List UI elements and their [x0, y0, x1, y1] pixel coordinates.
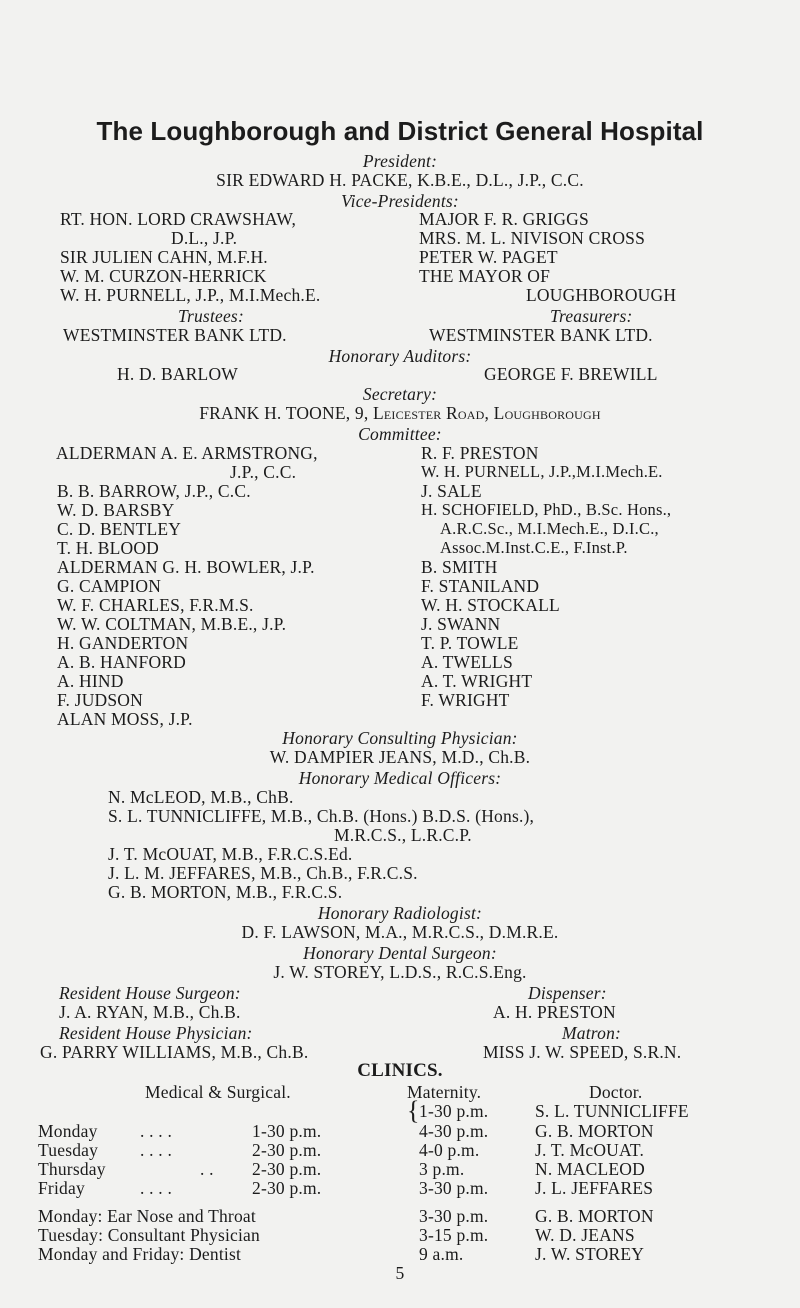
committee-left-5: C. D. BENTLEY [57, 519, 182, 539]
clinic-row-day: Tuesday [38, 1140, 99, 1160]
clinic-row-doctor: J. T. McOUAT. [535, 1140, 645, 1160]
special-clinic-label: Tuesday: Consultant Physician [38, 1225, 260, 1245]
committee-right-8: F. STANILAND [421, 576, 540, 596]
special-clinic-label: Monday: Ear Nose and Throat [38, 1206, 256, 1226]
committee-left-11: H. GANDERTON [57, 633, 189, 653]
clinics-heading: CLINICS. [357, 1060, 443, 1081]
special-clinic-doctor: G. B. MORTON [535, 1206, 654, 1226]
secretary-name: FRANK H. TOONE, 9, Leicester Road, Loughborough [199, 403, 601, 423]
house-surgeon-label: Resident House Surgeon: [59, 983, 241, 1003]
committee-left-14: F. JUDSON [57, 690, 143, 710]
monday-maternity-extra: 1-30 p.m. [419, 1101, 489, 1121]
vp-right-1: MAJOR F. R. GRIGGS [419, 209, 589, 229]
committee-label: Committee: [358, 424, 442, 444]
clinic-row-maternity: 3 p.m. [419, 1159, 465, 1179]
president-name: SIR EDWARD H. PACKE, K.B.E., D.L., J.P., C.C. [216, 170, 584, 190]
committee-left-7: ALDERMAN G. H. BOWLER, J.P. [57, 557, 315, 577]
maternity-brace: { [407, 1096, 420, 1125]
committee-left-3: B. B. BARROW, J.P., C.C. [57, 481, 251, 501]
clinic-row-medical: 2-30 p.m. [252, 1159, 322, 1179]
clinic-row-doctor: G. B. MORTON [535, 1121, 654, 1141]
president-label: President: [362, 151, 438, 171]
committee-right-6: Assoc.M.Inst.C.E., F.Inst.P. [440, 538, 628, 557]
auditor-right: GEORGE F. BREWILL [484, 364, 658, 384]
page-number: 5 [395, 1263, 405, 1283]
treasurers-name: WESTMINSTER BANK LTD. [429, 325, 653, 345]
clinic-row-day: Monday [38, 1121, 98, 1141]
clinic-row-medical: 1-30 p.m. [252, 1121, 322, 1141]
medical-officer-4: J. L. M. JEFFARES, M.B., Ch.B., F.R.C.S. [108, 863, 418, 883]
clinic-row-doctor: N. MACLEOD [535, 1159, 645, 1179]
dispenser-label: Dispenser: [528, 983, 607, 1003]
committee-left-10: W. W. COLTMAN, M.B.E., J.P. [57, 614, 287, 634]
vp-left-5: W. H. PURNELL, J.P., M.I.Mech.E. [60, 285, 321, 305]
house-surgeon-name: J. A. RYAN, M.B., Ch.B. [59, 1002, 241, 1022]
vp-right-2: MRS. M. L. NIVISON CROSS [419, 228, 646, 248]
medical-officer-5: G. B. MORTON, M.B., F.R.C.S. [108, 882, 343, 902]
special-clinic-label: Monday and Friday: Dentist [38, 1244, 242, 1264]
committee-right-4: H. SCHOFIELD, PhD., B.Sc. Hons., [421, 500, 672, 519]
clinics-col-maternity: Maternity. [407, 1082, 482, 1102]
clinic-row-medical: 2-30 p.m. [252, 1140, 322, 1160]
committee-left-15: ALAN MOSS, J.P. [57, 709, 193, 729]
radiologist-name: D. F. LAWSON, M.A., M.R.C.S., D.M.R.E. [241, 922, 559, 942]
house-physician-label: Resident House Physician: [59, 1023, 253, 1043]
clinic-row-day: Friday [38, 1178, 85, 1198]
medical-officer-2: S. L. TUNNICLIFFE, M.B., Ch.B. (Hons.) B.D.S. (Hons.), [108, 806, 535, 826]
clinic-row-medical: 2-30 p.m. [252, 1178, 322, 1198]
special-clinic-time: 3-30 p.m. [419, 1206, 489, 1226]
page-title: The Loughborough and District General Hospital [96, 116, 704, 146]
consulting-physician-label: Honorary Consulting Physician: [282, 728, 518, 748]
clinic-row-dots: . . . . [140, 1121, 173, 1141]
trustees-name: WESTMINSTER BANK LTD. [63, 325, 287, 345]
vp-left-4: W. M. CURZON-HERRICK [60, 266, 267, 286]
friday-extra-doctor: J. L. JEFFARES [535, 1178, 654, 1198]
vp-left-2: D.L., J.P. [171, 228, 238, 248]
matron-name: MISS J. W. SPEED, S.R.N. [483, 1042, 682, 1062]
radiologist-label: Honorary Radiologist: [317, 903, 483, 923]
clinic-row-dots: . . [200, 1159, 214, 1179]
special-clinic-time: 9 a.m. [419, 1244, 464, 1264]
vp-left-3: SIR JULIEN CAHN, M.F.H. [60, 247, 268, 267]
committee-left-13: A. HIND [57, 671, 124, 691]
committee-left-12: A. B. HANFORD [57, 652, 187, 672]
clinic-row-day: Thursday [38, 1159, 106, 1179]
clinic-row-dots: . . . . [140, 1140, 173, 1160]
clinic-row-dots: . . . . [140, 1178, 173, 1198]
house-physician-name: G. PARRY WILLIAMS, M.B., Ch.B. [40, 1042, 309, 1062]
committee-right-13: A. T. WRIGHT [421, 671, 533, 691]
committee-right-7: B. SMITH [421, 557, 498, 577]
special-clinic-time: 3-15 p.m. [419, 1225, 489, 1245]
committee-right-3: J. SALE [421, 481, 482, 501]
clinic-row-maternity: 4-30 p.m. [419, 1121, 489, 1141]
medical-officer-3: J. T. McOUAT, M.B., F.R.C.S.Ed. [108, 844, 353, 864]
committee-right-9: W. H. STOCKALL [421, 595, 560, 615]
committee-left-6: T. H. BLOOD [57, 538, 160, 558]
clinic-row-doctor: S. L. TUNNICLIFFE [535, 1101, 689, 1121]
committee-right-5: A.R.C.Sc., M.I.Mech.E., D.I.C., [440, 519, 659, 538]
medical-officers-label: Honorary Medical Officers: [298, 768, 502, 788]
special-clinic-doctor: W. D. JEANS [535, 1225, 635, 1245]
committee-left-4: W. D. BARSBY [57, 500, 175, 520]
committee-right-2: W. H. PURNELL, J.P.,M.I.Mech.E. [421, 462, 663, 481]
committee-right-1: R. F. PRESTON [421, 443, 539, 463]
secretary-label: Secretary: [362, 384, 438, 404]
medical-officer-1: N. McLEOD, M.B., ChB. [108, 787, 294, 807]
vp-right-3: PETER W. PAGET [419, 247, 558, 267]
matron-label: Matron: [562, 1023, 622, 1043]
committee-right-14: F. WRIGHT [421, 690, 510, 710]
treasurers-label: Treasurers: [550, 306, 633, 326]
vp-left-1: RT. HON. LORD CRAWSHAW, [60, 209, 297, 229]
clinic-row-maternity: 3-30 p.m. [419, 1178, 489, 1198]
clinic-row-maternity: 4-0 p.m. [419, 1140, 480, 1160]
trustees-label: Trustees: [178, 306, 244, 326]
vp-right-4: THE MAYOR OF [419, 266, 551, 286]
auditor-left: H. D. BARLOW [117, 364, 239, 384]
vice-presidents-label: Vice-Presidents: [341, 191, 459, 211]
medical-officer-2b: M.R.C.S., L.R.C.P. [334, 825, 472, 845]
dental-surgeon-name: J. W. STOREY, L.D.S., R.C.S.Eng. [273, 962, 527, 982]
clinics-col-medical: Medical & Surgical. [145, 1082, 291, 1102]
vp-right-5: LOUGHBOROUGH [526, 285, 677, 305]
special-clinic-doctor: J. W. STOREY [535, 1244, 645, 1264]
auditors-label: Honorary Auditors: [328, 346, 472, 366]
committee-right-10: J. SWANN [421, 614, 501, 634]
consulting-physician-name: W. DAMPIER JEANS, M.D., Ch.B. [269, 747, 531, 767]
committee-right-11: T. P. TOWLE [421, 633, 519, 653]
committee-left-9: W. F. CHARLES, F.R.M.S. [57, 595, 254, 615]
clinics-col-doctor: Doctor. [589, 1082, 643, 1102]
committee-left-1: ALDERMAN A. E. ARMSTRONG, [56, 443, 318, 463]
committee-left-8: G. CAMPION [57, 576, 162, 596]
committee-left-2: J.P., C.C. [230, 462, 297, 482]
dental-surgeon-label: Honorary Dental Surgeon: [303, 943, 497, 963]
dispenser-name: A. H. PRESTON [493, 1002, 616, 1022]
committee-right-12: A. TWELLS [421, 652, 513, 672]
